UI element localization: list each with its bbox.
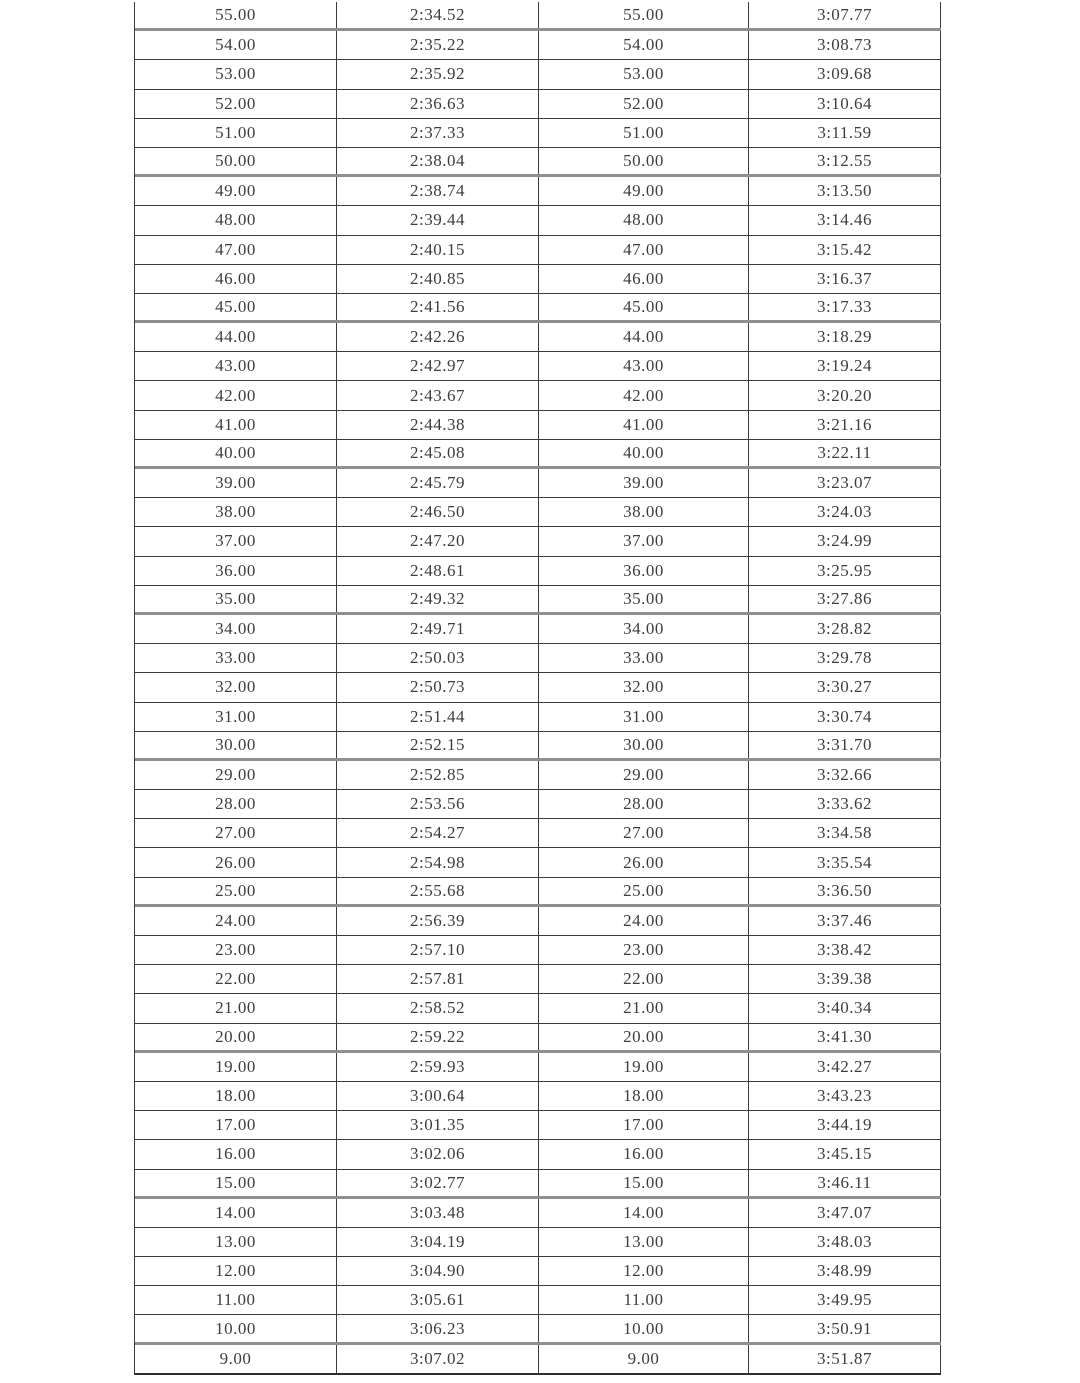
time-cell-right: 3:38.42 <box>749 936 941 964</box>
table-row <box>135 994 941 1023</box>
pace-cell-right: 16.00 <box>539 1140 749 1168</box>
time-cell-left: 2:42.26 <box>337 323 539 351</box>
table-row <box>135 878 941 907</box>
pace-cell-left: 54.00 <box>135 31 337 59</box>
table-row <box>135 819 941 848</box>
time-cell-left: 2:57.81 <box>337 965 539 993</box>
pace-cell-right: 20.00 <box>539 1024 749 1050</box>
pace-cell-left: 50.00 <box>135 148 337 174</box>
time-cell-left: 2:50.03 <box>337 644 539 672</box>
pace-cell-left: 24.00 <box>135 907 337 935</box>
table-row <box>135 1286 941 1315</box>
pace-cell-left: 16.00 <box>135 1140 337 1168</box>
pace-cell-left: 29.00 <box>135 761 337 789</box>
pace-cell-right: 52.00 <box>539 90 749 118</box>
pace-cell-left: 40.00 <box>135 440 337 466</box>
table-row <box>135 440 941 469</box>
time-cell-left: 2:50.73 <box>337 673 539 701</box>
time-cell-right: 3:10.64 <box>749 90 941 118</box>
time-cell-right: 3:33.62 <box>749 790 941 818</box>
pace-cell-left: 14.00 <box>135 1199 337 1227</box>
pace-cell-left: 41.00 <box>135 411 337 439</box>
table-row <box>135 644 941 673</box>
time-cell-left: 2:35.22 <box>337 31 539 59</box>
table-row <box>135 703 941 732</box>
table-row <box>135 381 941 410</box>
time-cell-right: 3:50.91 <box>749 1315 941 1341</box>
time-cell-right: 3:45.15 <box>749 1140 941 1168</box>
time-cell-left: 2:54.27 <box>337 819 539 847</box>
time-cell-left: 2:37.33 <box>337 119 539 147</box>
pace-cell-right: 10.00 <box>539 1315 749 1341</box>
time-cell-left: 2:51.44 <box>337 703 539 731</box>
time-cell-right: 3:09.68 <box>749 60 941 88</box>
pace-cell-left: 23.00 <box>135 936 337 964</box>
time-cell-left: 2:35.92 <box>337 60 539 88</box>
table-row <box>135 732 941 761</box>
time-cell-right: 3:08.73 <box>749 31 941 59</box>
pace-cell-right: 44.00 <box>539 323 749 351</box>
pace-cell-left: 44.00 <box>135 323 337 351</box>
time-cell-right: 3:16.37 <box>749 265 941 293</box>
pace-cell-left: 53.00 <box>135 60 337 88</box>
pace-cell-right: 47.00 <box>539 236 749 264</box>
table-row <box>135 907 941 936</box>
pace-cell-right: 48.00 <box>539 206 749 234</box>
pace-cell-right: 17.00 <box>539 1111 749 1139</box>
time-cell-right: 3:48.03 <box>749 1228 941 1256</box>
time-cell-left: 2:52.85 <box>337 761 539 789</box>
table-row <box>135 1315 941 1344</box>
time-cell-right: 3:31.70 <box>749 732 941 758</box>
pace-cell-right: 32.00 <box>539 673 749 701</box>
time-cell-left: 2:58.52 <box>337 994 539 1022</box>
table-row <box>135 148 941 177</box>
time-cell-left: 2:39.44 <box>337 206 539 234</box>
pace-cell-left: 25.00 <box>135 878 337 904</box>
time-cell-left: 2:49.32 <box>337 586 539 612</box>
pace-cell-left: 31.00 <box>135 703 337 731</box>
table-row <box>135 1228 941 1257</box>
pace-cell-right: 18.00 <box>539 1082 749 1110</box>
time-cell-left: 3:03.48 <box>337 1199 539 1227</box>
table-row <box>135 60 941 89</box>
pace-cell-right: 15.00 <box>539 1170 749 1196</box>
time-cell-right: 3:19.24 <box>749 352 941 380</box>
pace-cell-left: 49.00 <box>135 177 337 205</box>
pace-cell-left: 51.00 <box>135 119 337 147</box>
table-row <box>135 352 941 381</box>
time-cell-right: 3:42.27 <box>749 1053 941 1081</box>
pace-cell-right: 28.00 <box>539 790 749 818</box>
time-cell-right: 3:39.38 <box>749 965 941 993</box>
time-cell-right: 3:23.07 <box>749 469 941 497</box>
pace-cell-right: 53.00 <box>539 60 749 88</box>
pace-cell-right: 43.00 <box>539 352 749 380</box>
time-cell-right: 3:29.78 <box>749 644 941 672</box>
table-row <box>135 323 941 352</box>
time-cell-left: 2:48.61 <box>337 557 539 585</box>
table-row <box>135 1082 941 1111</box>
table-row <box>135 1111 941 1140</box>
pace-cell-left: 17.00 <box>135 1111 337 1139</box>
time-cell-right: 3:21.16 <box>749 411 941 439</box>
pace-cell-right: 40.00 <box>539 440 749 466</box>
pace-cell-right: 24.00 <box>539 907 749 935</box>
time-cell-left: 2:57.10 <box>337 936 539 964</box>
time-cell-right: 3:34.58 <box>749 819 941 847</box>
time-cell-right: 3:15.42 <box>749 236 941 264</box>
table-row <box>135 1140 941 1169</box>
time-cell-left: 2:40.15 <box>337 236 539 264</box>
pace-cell-left: 19.00 <box>135 1053 337 1081</box>
time-cell-left: 2:34.52 <box>337 2 539 28</box>
pace-cell-right: 33.00 <box>539 644 749 672</box>
time-cell-right: 3:40.34 <box>749 994 941 1022</box>
pace-cell-left: 35.00 <box>135 586 337 612</box>
time-cell-right: 3:18.29 <box>749 323 941 351</box>
pace-cell-right: 50.00 <box>539 148 749 174</box>
table-row <box>135 294 941 323</box>
pace-cell-right: 22.00 <box>539 965 749 993</box>
time-cell-right: 3:27.86 <box>749 586 941 612</box>
time-cell-right: 3:14.46 <box>749 206 941 234</box>
table-row <box>135 848 941 877</box>
table-row <box>135 557 941 586</box>
pace-cell-right: 30.00 <box>539 732 749 758</box>
time-cell-left: 2:36.63 <box>337 90 539 118</box>
pace-cell-left: 43.00 <box>135 352 337 380</box>
table-row <box>135 965 941 994</box>
pace-cell-left: 46.00 <box>135 265 337 293</box>
pace-cell-left: 33.00 <box>135 644 337 672</box>
pace-cell-right: 13.00 <box>539 1228 749 1256</box>
time-cell-left: 3:04.90 <box>337 1257 539 1285</box>
table-row <box>135 265 941 294</box>
time-cell-left: 2:55.68 <box>337 878 539 904</box>
time-cell-right: 3:46.11 <box>749 1170 941 1196</box>
pace-cell-left: 38.00 <box>135 498 337 526</box>
pace-cell-right: 9.00 <box>539 1345 749 1373</box>
time-cell-right: 3:28.82 <box>749 615 941 643</box>
pace-table <box>134 2 941 1375</box>
time-cell-right: 3:20.20 <box>749 381 941 409</box>
pace-cell-left: 36.00 <box>135 557 337 585</box>
table-row <box>135 119 941 148</box>
table-row <box>135 2 941 31</box>
time-cell-left: 3:06.23 <box>337 1315 539 1341</box>
table-row <box>135 31 941 60</box>
pace-cell-right: 25.00 <box>539 878 749 904</box>
time-cell-left: 2:38.74 <box>337 177 539 205</box>
pace-cell-right: 21.00 <box>539 994 749 1022</box>
table-row <box>135 761 941 790</box>
time-cell-right: 3:07.77 <box>749 2 941 28</box>
pace-cell-right: 14.00 <box>539 1199 749 1227</box>
time-cell-left: 3:00.64 <box>337 1082 539 1110</box>
pace-cell-left: 20.00 <box>135 1024 337 1050</box>
pace-cell-left: 28.00 <box>135 790 337 818</box>
time-cell-left: 2:46.50 <box>337 498 539 526</box>
pace-cell-left: 52.00 <box>135 90 337 118</box>
time-cell-right: 3:30.27 <box>749 673 941 701</box>
pace-cell-right: 36.00 <box>539 557 749 585</box>
time-cell-right: 3:30.74 <box>749 703 941 731</box>
pace-cell-right: 37.00 <box>539 527 749 555</box>
time-cell-left: 2:45.08 <box>337 440 539 466</box>
pace-cell-right: 11.00 <box>539 1286 749 1314</box>
time-cell-right: 3:32.66 <box>749 761 941 789</box>
time-cell-left: 3:04.19 <box>337 1228 539 1256</box>
time-cell-left: 2:54.98 <box>337 848 539 876</box>
time-cell-left: 2:43.67 <box>337 381 539 409</box>
pace-cell-right: 39.00 <box>539 469 749 497</box>
time-cell-right: 3:44.19 <box>749 1111 941 1139</box>
pace-cell-left: 55.00 <box>135 2 337 28</box>
table-row <box>135 1257 941 1286</box>
pace-cell-right: 49.00 <box>539 177 749 205</box>
time-cell-right: 3:22.11 <box>749 440 941 466</box>
time-cell-right: 3:25.95 <box>749 557 941 585</box>
pace-cell-right: 23.00 <box>539 936 749 964</box>
table-row <box>135 206 941 235</box>
time-cell-right: 3:49.95 <box>749 1286 941 1314</box>
pace-cell-right: 55.00 <box>539 2 749 28</box>
pace-cell-left: 13.00 <box>135 1228 337 1256</box>
pace-cell-left: 30.00 <box>135 732 337 758</box>
time-cell-right: 3:51.87 <box>749 1345 941 1373</box>
pace-cell-right: 51.00 <box>539 119 749 147</box>
time-cell-left: 3:05.61 <box>337 1286 539 1314</box>
time-cell-left: 2:40.85 <box>337 265 539 293</box>
time-cell-left: 2:59.93 <box>337 1053 539 1081</box>
pace-cell-right: 38.00 <box>539 498 749 526</box>
time-cell-right: 3:41.30 <box>749 1024 941 1050</box>
time-cell-left: 2:53.56 <box>337 790 539 818</box>
pace-cell-left: 47.00 <box>135 236 337 264</box>
time-cell-right: 3:12.55 <box>749 148 941 174</box>
table-row <box>135 90 941 119</box>
time-cell-right: 3:17.33 <box>749 294 941 320</box>
table-row <box>135 1199 941 1228</box>
table-row <box>135 1170 941 1199</box>
pace-cell-right: 31.00 <box>539 703 749 731</box>
table-row <box>135 498 941 527</box>
time-cell-left: 2:56.39 <box>337 907 539 935</box>
table-row <box>135 615 941 644</box>
pace-cell-right: 19.00 <box>539 1053 749 1081</box>
pace-cell-right: 26.00 <box>539 848 749 876</box>
table-row <box>135 936 941 965</box>
pace-cell-left: 12.00 <box>135 1257 337 1285</box>
pace-cell-left: 18.00 <box>135 1082 337 1110</box>
pace-cell-right: 41.00 <box>539 411 749 439</box>
pace-cell-left: 39.00 <box>135 469 337 497</box>
pace-cell-left: 48.00 <box>135 206 337 234</box>
pace-cell-left: 11.00 <box>135 1286 337 1314</box>
time-cell-left: 2:44.38 <box>337 411 539 439</box>
time-cell-right: 3:24.03 <box>749 498 941 526</box>
time-cell-right: 3:35.54 <box>749 848 941 876</box>
time-cell-right: 3:24.99 <box>749 527 941 555</box>
time-cell-right: 3:37.46 <box>749 907 941 935</box>
pace-cell-right: 54.00 <box>539 31 749 59</box>
pace-cell-left: 27.00 <box>135 819 337 847</box>
pace-cell-left: 37.00 <box>135 527 337 555</box>
table-row <box>135 1053 941 1082</box>
table-row <box>135 1345 941 1374</box>
time-cell-left: 3:02.77 <box>337 1170 539 1196</box>
time-cell-left: 2:42.97 <box>337 352 539 380</box>
table-row <box>135 177 941 206</box>
table-row <box>135 411 941 440</box>
pace-cell-right: 12.00 <box>539 1257 749 1285</box>
pace-cell-left: 9.00 <box>135 1345 337 1373</box>
table-row <box>135 527 941 556</box>
time-cell-left: 2:45.79 <box>337 469 539 497</box>
pace-cell-left: 21.00 <box>135 994 337 1022</box>
pace-cell-right: 35.00 <box>539 586 749 612</box>
time-cell-left: 3:01.35 <box>337 1111 539 1139</box>
table-row <box>135 673 941 702</box>
pace-cell-left: 45.00 <box>135 294 337 320</box>
time-cell-right: 3:48.99 <box>749 1257 941 1285</box>
time-cell-left: 3:07.02 <box>337 1345 539 1373</box>
pace-cell-right: 27.00 <box>539 819 749 847</box>
table-row <box>135 469 941 498</box>
table-row <box>135 1024 941 1053</box>
table-row <box>135 586 941 615</box>
time-cell-right: 3:13.50 <box>749 177 941 205</box>
pace-cell-left: 32.00 <box>135 673 337 701</box>
table-row <box>135 790 941 819</box>
time-cell-right: 3:47.07 <box>749 1199 941 1227</box>
pace-cell-left: 26.00 <box>135 848 337 876</box>
time-cell-right: 3:36.50 <box>749 878 941 904</box>
pace-cell-left: 15.00 <box>135 1170 337 1196</box>
time-cell-left: 3:02.06 <box>337 1140 539 1168</box>
time-cell-left: 2:59.22 <box>337 1024 539 1050</box>
pace-cell-right: 46.00 <box>539 265 749 293</box>
time-cell-right: 3:43.23 <box>749 1082 941 1110</box>
pace-cell-left: 34.00 <box>135 615 337 643</box>
pace-cell-left: 42.00 <box>135 381 337 409</box>
pace-cell-left: 10.00 <box>135 1315 337 1341</box>
time-cell-left: 2:38.04 <box>337 148 539 174</box>
pace-cell-right: 45.00 <box>539 294 749 320</box>
pace-cell-right: 34.00 <box>539 615 749 643</box>
time-cell-left: 2:49.71 <box>337 615 539 643</box>
pace-cell-left: 22.00 <box>135 965 337 993</box>
pace-cell-right: 42.00 <box>539 381 749 409</box>
pace-cell-right: 29.00 <box>539 761 749 789</box>
time-cell-left: 2:41.56 <box>337 294 539 320</box>
time-cell-right: 3:11.59 <box>749 119 941 147</box>
time-cell-left: 2:47.20 <box>337 527 539 555</box>
time-cell-left: 2:52.15 <box>337 732 539 758</box>
table-row <box>135 236 941 265</box>
